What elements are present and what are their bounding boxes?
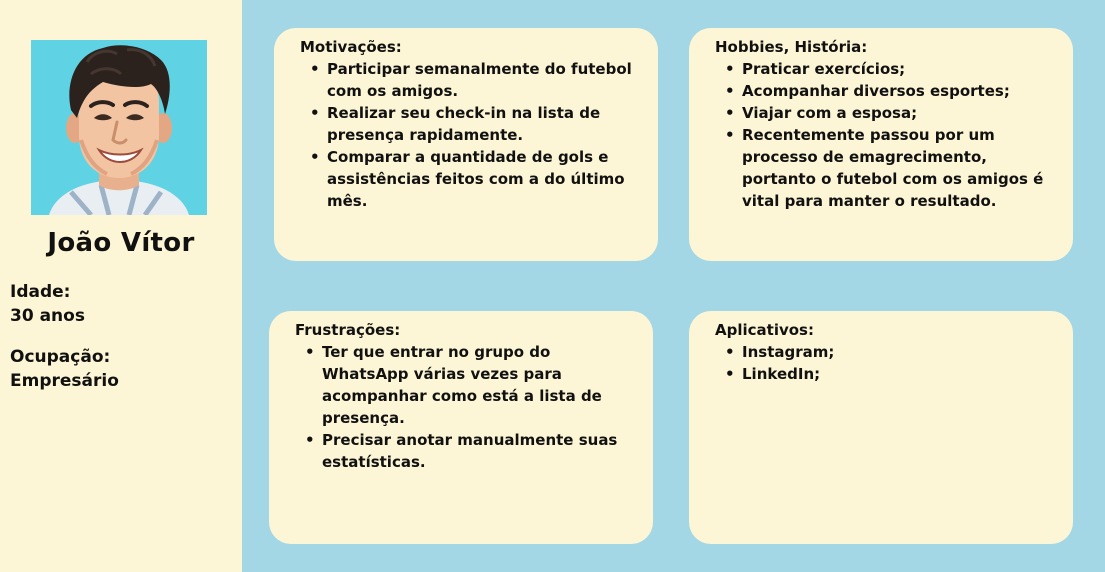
list-item: • Comparar a quantidade de gols e assistências feitos com a do último mês. (310, 146, 646, 212)
hobbies-card (689, 28, 1073, 261)
list-item: • Realizar seu check-in na lista de presença rapidamente. (310, 102, 646, 146)
list-item: • Recentemente passou por um processo de emagrecimento, portanto o futebol com os amigos é vital para manter o resultado. (725, 124, 1061, 212)
hobbies-list (725, 58, 1061, 212)
occupation-value: Empresário (10, 371, 119, 391)
occupation-label: Ocupação: (10, 347, 111, 367)
motivations-title: Motivações: (300, 38, 402, 56)
list-item: • Ter que entrar no grupo do WhatsApp várias vezes para acompanhar como está a lista de presença. (305, 341, 641, 429)
frustrations-title: Frustrações: (295, 321, 401, 339)
apps-card (689, 311, 1073, 544)
list-item: • Viajar com a esposa; (725, 102, 1061, 124)
age-value: 30 anos (10, 306, 85, 326)
apps-list (725, 341, 1061, 385)
person-name: João Vítor (47, 228, 195, 258)
hobbies-title: Hobbies, História: (715, 38, 868, 56)
list-item: • Acompanhar diversos esportes; (725, 80, 1061, 102)
list-item: • Instagram; (725, 341, 1061, 363)
list-item: • Precisar anotar manualmente suas estatísticas. (305, 429, 641, 473)
list-item: • Praticar exercícios; (725, 58, 1061, 80)
age-label: Idade: (10, 282, 71, 302)
profile-sidebar (0, 0, 242, 572)
frustrations-list (305, 341, 641, 473)
motivations-list (310, 58, 646, 212)
list-item: • LinkedIn; (725, 363, 1061, 385)
frustrations-card (269, 311, 653, 544)
person-portrait-icon (31, 40, 207, 215)
list-item: • Participar semanalmente do futebol com os amigos. (310, 58, 646, 102)
apps-title: Aplicativos: (715, 321, 814, 339)
motivations-card (274, 28, 658, 261)
